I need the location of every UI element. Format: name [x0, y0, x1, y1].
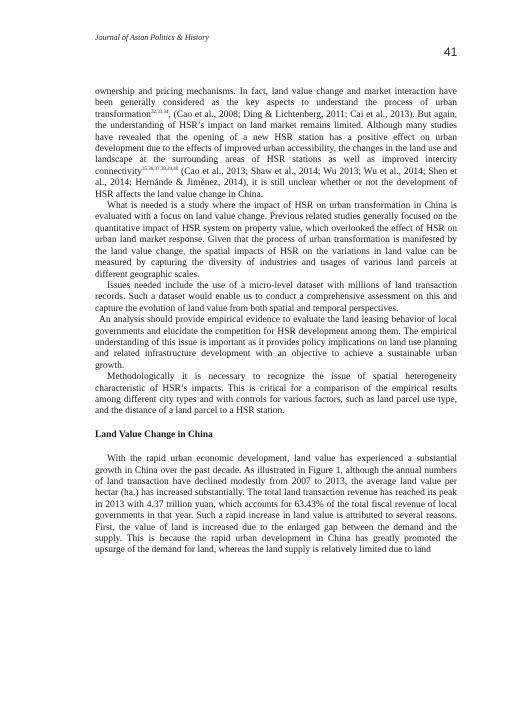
running-head: Journal of Asian Politics & History — [95, 33, 209, 42]
paragraph-2: What is needed is a study where the impact of HSR on urban transformation in China is evaluated with a focus on land value change. Previous related studies generally focused on the quantitative impact of HSR system on property value, which overlooked the effect of HSR on urban land market response. Given that the process of urban transformation is manifested by the land value change, the spatial impacts of HSR on the variations in land value can be measured by capturing the diversity of industries and usages of various land parcels at different geographic scales. — [95, 201, 457, 280]
paragraph-1-text-a: ownership and pricing mechanisms. In fact, land value change and market interaction have been generally considered as the key aspects to understand the process of urban transformation — [95, 87, 457, 120]
citation-superscript: 35,36,37,38,39,40 — [141, 166, 179, 172]
paragraph-3: Issues needed include the use of a micro-level dataset with millions of land transaction records. Such a dataset would enable us to conduct a comprehensive assessment on this and capture the evolution of land value from both spatial and temporal perspectives. — [95, 280, 457, 314]
paragraph-1-text-c: (Cao et al., 2013; Shaw et al., 2014; Wu 2013; Wu et al., 2014; Shen et al., 2014; Hernánde & Jiménez, 2014), it is still unclear whether or not the development of HSR affects the land value change in China. — [95, 166, 457, 200]
body-text — [95, 87, 457, 557]
paragraph-5: Methodologically it is necessary to recognize the issue of spatial heterogeneity characteristic of HSR’s impacts. This is critical for a comparison of the empirical results among different city types and with controls for various factors, such as land parcel use type, and the distance of a land parcel to a HSR station. — [95, 372, 457, 417]
paragraph-1 — [95, 87, 457, 201]
page-number: 41 — [444, 45, 458, 59]
paragraph-1-text-b: , (Cao et al., 2008; Ding & Lichtenberg, 2011; Cai et al., 2013). But again, the understanding of HSR’s impact on land market remains limited. Although many studies have revealed that the opening of a new HSR station has a positive effect on urban development due to the effects of improved urban accessibility, the changes in the land use and landscape at the surrounding areas of HSR stations as well as improved intercity connectivity — [95, 109, 457, 177]
citation-superscript: 32,33,34 — [150, 109, 169, 115]
paragraph-4: An analysis should provide empirical evidence to evaluate the land leasing behavior of local governments and elucidate the competition for HSR development among them. The empirical understanding of this issue is important as it provides policy implications on land use planning and related infrastructure development with an objective to achieve a sustainable urban growth. — [95, 315, 457, 371]
section-paragraph: With the rapid urban economic development, land value has experienced a substantial growth in China over the past decade. As illustrated in Figure 1, although the annual numbers of land transaction have declined modestly from 2007 to 2013, the average land value per hectar (ha.) has increased substantially. The total land transaction revenue has reached its peak in 2013 with 4.37 trillion yuan, which accounts for 63.43% of the total fiscal revenue of local governments in that year. Such a rapid increase in land value is attributed to several reasons. First, the value of land is increased due to the enlarged gap between the demand and the supply. This is because the rapid urban development in China has greatly promoted the upsurge of the demand for land, whereas the land supply is relatively limited due to land — [95, 454, 457, 556]
section-heading: Land Value Change in China — [95, 429, 213, 440]
